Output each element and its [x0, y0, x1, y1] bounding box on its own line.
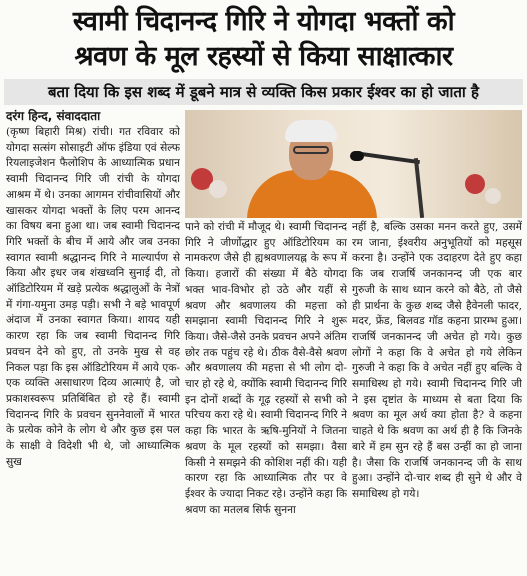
byline: दरंग हिन्द, संवाददाता — [6, 109, 101, 123]
speaker-hair — [285, 120, 337, 142]
article-column-1 — [6, 125, 180, 573]
microphone-icon — [350, 151, 364, 161]
column-3-text: नहीं है, बल्कि उसका मनन करते हुए, उसमें रम जाना, ईश्वरीय अनुभूतियों को महसूस करना है। उन्होंने एक उदाहरण देते हुए कहा कि जब राजर्षि जनकानन्द जी एक बार गुरुजी के साथ ध्यान करने को बैठे, तो जैसे ही प्रार्थना के कुछ शब्द जैसे हैवेनली फादर, मदर, फ्रेंड, बिलवड गॉड कहना प्रारम्भ हुआ। राजर्षि जनकानन्द जी अचेत हो गये। कुछ लोगों ने कहा कि वे अचेत हो गये लेकिन गुरुजी ने कहा कि वे अचेत नहीं हुए बल्कि वे समाधिस्थ हो गये। स्वामी चिदानन्द गिरि जी ने इस दृष्टांत के माध्यम से बता दिया कि श्रवण का मूल अर्थ क्या होता है? वे कहना चाहते थे कि श्रवण का अर्थ ही है कि जिनके बारे में हम सुन रहे हैं बस उन्हीं का हो जाना है। जैसा कि राजर्षि जनकानन्द जी के साथ हुआ। उन्होंने दो-चार शब्द ही सुने थे और वे समाधिस्थ हो गये। — [352, 221, 522, 500]
column-2-text: पाने को रांची में मौजूद थे। स्वामी चिदानन्द गिरि ने जीर्णोद्धार हुए ऑडिटोरियम का नामकरण जैसे ही ह्यश्रवणालयह्न के रूप में किया। हजारों की संख्या में बैठे योगदा भक्त भाव-विभोर हो उठे और यहीं से श्रवण और श्रवणालय की महत्ता को समझाना स्वामी चिदानन्द गिरि ने शुरू किया। जैसे-जैसे उनके प्रवचन अपने अंतिम छोर तक पहुंच रहे थे। ठीक वैसे-वैसे श्रवण और श्रवणालय की महत्ता से भी लोग दो-चार हो रहे थे, क्योंकि स्वामी चिदानन्द गिरि इन दोनों शब्दों के गूढ़ रहस्यों से सभी को परिचय करा रहे थे। स्वामी चिदानन्द गिरि ने कहा कि भारत के ऋषि-मुनियों ने जितना श्रवण के मूल रहस्यों को समझा। वैसा किसी ने समझने की कोशिश नहीं की। यही कारण रहा कि आध्यात्मिक तौर पर वे ईश्वर के ज्यादा निकट रहे। उन्होंने कहा कि श्रवण का मतलब सिर्फ सुनना — [185, 221, 347, 516]
speaker-photo — [185, 110, 522, 218]
headline — [0, 4, 527, 74]
headline-line-2: श्रवण के मूल रहस्यों से किया साक्षात्कार — [74, 41, 453, 72]
article-column-2 — [185, 220, 347, 573]
flower-decoration — [209, 180, 227, 198]
speaker-glasses — [293, 146, 329, 154]
article-column-3 — [352, 220, 522, 573]
flower-decoration — [465, 174, 485, 194]
column-1-text: (कृष्ण बिहारी मिश्र) रांची। गत रविवार को योगदा सत्संग सोसाइटी ऑफ इंडिया एवं सेल्फ रियलाइजेशन फैलोशिप के आध्यात्मिक प्रधान स्वामी चिदानन्द गिरि जी रांची के योगदा आश्रम में थे। उनका आगमन रांचीवासियों और खासकर योगदा भक्तों के लिए परम आनन्द का विषय बना हुआ था। जब स्वामी चिदानन्द गिरि भक्तों के बीच में आये और जब उनका स्वागत स्वामी श्रद्धानन्द गिरि ने माल्यार्पण से किया और इधर जब शंखध्वनि सुनाई दी, तो ऑडिटोरियम में खड़े प्रत्येक श्रद्धालुओं के नेत्रों में गंगा-यमुना उमड़ पड़ी। सभी ने बड़े भावपूर्ण अंदाज में उनका स्वागत किया। शायद यही कारण रहा कि जब स्वामी चिदानन्द गिरि प्रवचन देने को हुए, तो उनके मुख से वह निकल पड़ा कि इस ऑडिटोरियम में आये एक-एक व्यक्ति असाधारण दिव्य आत्माएं है, जो प्रकाशस्वरूप प्रतिबिंबित हो रहे हैं। स्वामी चिदानन्द गिरि के प्रवचन सुननेवालों में भारत के प्रत्येक कोने के लोग थे और कुछ इस पल के साक्षी वे विदेशी भी थे, जो आध्यात्मिक सुख — [6, 126, 180, 468]
flower-decoration — [485, 188, 501, 204]
subheadline: बता दिया कि इस शब्द में डूबने मात्र से व्यक्ति किस प्रकार ईश्वर का हो जाता है — [4, 79, 523, 105]
headline-line-1: स्वामी चिदानन्द गिरि ने योगदा भक्तों को — [72, 6, 455, 37]
